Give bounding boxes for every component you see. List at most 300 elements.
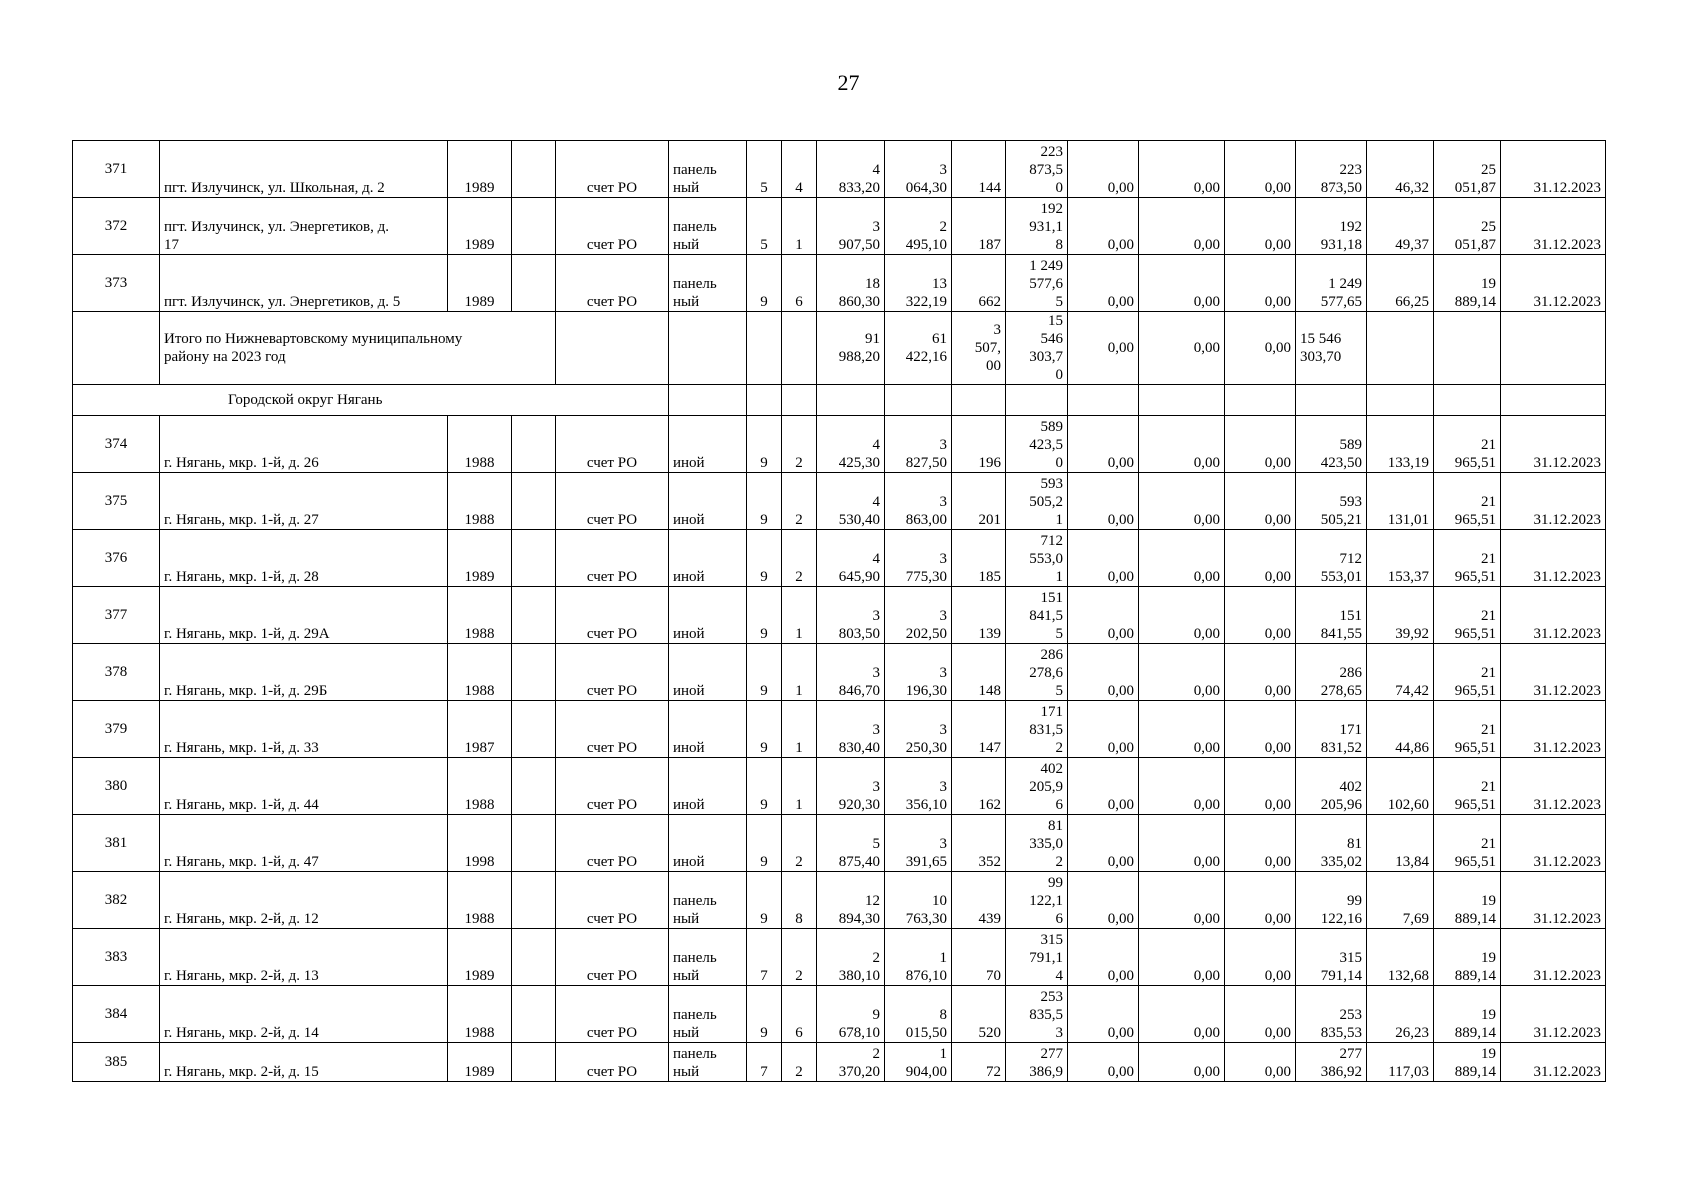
max-cost-cell: 21 965,51 bbox=[1434, 644, 1501, 701]
row-number: 374 bbox=[73, 416, 160, 473]
subtotal-row bbox=[73, 312, 1606, 385]
empty-cell bbox=[512, 644, 556, 701]
fund-2-cell: 0,00 bbox=[1139, 587, 1225, 644]
entrances-cell: 2 bbox=[782, 1043, 817, 1082]
empty-cell bbox=[747, 385, 782, 416]
floors-cell: 9 bbox=[747, 758, 782, 815]
material-cell: иной bbox=[669, 701, 747, 758]
fund-4-cell: 589 423,50 bbox=[1296, 416, 1367, 473]
area-total-cell: 4 425,30 bbox=[817, 416, 885, 473]
unit-cost-cell: 7,69 bbox=[1367, 872, 1434, 929]
empty-cell bbox=[1367, 312, 1434, 385]
year-cell: 1989 bbox=[448, 929, 512, 986]
fund-4-cell: 151 841,55 bbox=[1296, 587, 1367, 644]
floors-cell: 7 bbox=[747, 929, 782, 986]
fund-2-cell: 0,00 bbox=[1139, 758, 1225, 815]
entrances-cell: 1 bbox=[782, 644, 817, 701]
fund-4-cell: 192 931,18 bbox=[1296, 198, 1367, 255]
address-cell: г. Нягань, мкр. 2-й, д. 15 bbox=[160, 1043, 448, 1082]
row-number: 377 bbox=[73, 587, 160, 644]
address-cell: г. Нягань, мкр. 1-й, д. 26 bbox=[160, 416, 448, 473]
floors-cell: 9 bbox=[747, 872, 782, 929]
address-cell: г. Нягань, мкр. 1-й, д. 44 bbox=[160, 758, 448, 815]
year-cell: 1988 bbox=[448, 587, 512, 644]
max-cost-cell: 25 051,87 bbox=[1434, 198, 1501, 255]
empty-cell bbox=[747, 312, 782, 385]
table-row bbox=[73, 141, 1606, 198]
address-cell: г. Нягань, мкр. 1-й, д. 29А bbox=[160, 587, 448, 644]
address-cell: г. Нягань, мкр. 2-й, д. 12 bbox=[160, 872, 448, 929]
area-total-cell: 4 530,40 bbox=[817, 473, 885, 530]
residents-cell: 187 bbox=[952, 198, 1006, 255]
entrances-cell: 2 bbox=[782, 815, 817, 872]
date-cell: 31.12.2023 bbox=[1501, 141, 1606, 198]
material-cell: панель ный bbox=[669, 1043, 747, 1082]
date-cell: 31.12.2023 bbox=[1501, 815, 1606, 872]
floors-cell: 5 bbox=[747, 198, 782, 255]
entrances-cell: 4 bbox=[782, 141, 817, 198]
entrances-cell: 2 bbox=[782, 416, 817, 473]
empty-cell bbox=[1225, 385, 1296, 416]
fund-4-cell: 81 335,02 bbox=[1296, 815, 1367, 872]
date-cell: 31.12.2023 bbox=[1501, 929, 1606, 986]
fund-cell: счет РО bbox=[556, 1043, 669, 1082]
date-cell: 31.12.2023 bbox=[1501, 473, 1606, 530]
max-cost-cell: 21 965,51 bbox=[1434, 416, 1501, 473]
row-number: 385 bbox=[73, 1043, 160, 1082]
max-cost-cell: 21 965,51 bbox=[1434, 701, 1501, 758]
residents-cell: 148 bbox=[952, 644, 1006, 701]
fund-3-cell: 0,00 bbox=[1225, 530, 1296, 587]
year-cell: 1988 bbox=[448, 758, 512, 815]
material-cell: иной bbox=[669, 473, 747, 530]
area-total-cell: 18 860,30 bbox=[817, 255, 885, 312]
material-cell: панель ный bbox=[669, 141, 747, 198]
fund-4-cell: 1 249 577,65 bbox=[1296, 255, 1367, 312]
fund-3-cell: 0,00 bbox=[1225, 872, 1296, 929]
area-living-cell: 8 015,50 bbox=[885, 986, 952, 1043]
max-cost-cell: 21 965,51 bbox=[1434, 815, 1501, 872]
empty-cell bbox=[512, 198, 556, 255]
floors-cell: 9 bbox=[747, 815, 782, 872]
table-row bbox=[73, 758, 1606, 815]
max-cost-cell: 19 889,14 bbox=[1434, 929, 1501, 986]
fund-cell: счет РО bbox=[556, 815, 669, 872]
unit-cost-cell: 39,92 bbox=[1367, 587, 1434, 644]
area-living-cell: 3 356,10 bbox=[885, 758, 952, 815]
year-cell: 1988 bbox=[448, 416, 512, 473]
date-cell: 31.12.2023 bbox=[1501, 701, 1606, 758]
floors-cell: 9 bbox=[747, 255, 782, 312]
fund-3-cell: 0,00 bbox=[1225, 473, 1296, 530]
area-living-cell: 3 775,30 bbox=[885, 530, 952, 587]
table-row bbox=[73, 872, 1606, 929]
residents-cell: 201 bbox=[952, 473, 1006, 530]
residents-cell: 70 bbox=[952, 929, 1006, 986]
material-cell: иной bbox=[669, 758, 747, 815]
fund-2-cell: 0,00 bbox=[1139, 141, 1225, 198]
material-cell: панель ный bbox=[669, 986, 747, 1043]
empty-cell bbox=[817, 385, 885, 416]
residents-cell: 439 bbox=[952, 872, 1006, 929]
empty-cell bbox=[782, 385, 817, 416]
area-living-cell: 3 250,30 bbox=[885, 701, 952, 758]
area-living-cell: 2 495,10 bbox=[885, 198, 952, 255]
max-cost-cell: 19 889,14 bbox=[1434, 1043, 1501, 1082]
cost-cell: 151 841,5 5 bbox=[1006, 587, 1068, 644]
residents-cell: 196 bbox=[952, 416, 1006, 473]
date-cell: 31.12.2023 bbox=[1501, 986, 1606, 1043]
empty-cell bbox=[512, 530, 556, 587]
empty-cell bbox=[512, 872, 556, 929]
residents-cell: 147 bbox=[952, 701, 1006, 758]
fund-2-cell: 0,00 bbox=[1139, 312, 1225, 385]
fund-4-cell: 223 873,50 bbox=[1296, 141, 1367, 198]
unit-cost-cell: 131,01 bbox=[1367, 473, 1434, 530]
entrances-cell: 6 bbox=[782, 986, 817, 1043]
area-total-cell: 3 907,50 bbox=[817, 198, 885, 255]
empty-cell bbox=[512, 929, 556, 986]
year-cell: 1989 bbox=[448, 530, 512, 587]
material-cell: панель ный bbox=[669, 198, 747, 255]
fund-cell: счет РО bbox=[556, 416, 669, 473]
row-number: 373 bbox=[73, 255, 160, 312]
fund-2-cell: 0,00 bbox=[1139, 255, 1225, 312]
fund-4-cell: 171 831,52 bbox=[1296, 701, 1367, 758]
fund-2-cell: 0,00 bbox=[1139, 701, 1225, 758]
address-cell: г. Нягань, мкр. 1-й, д. 29Б bbox=[160, 644, 448, 701]
entrances-cell: 1 bbox=[782, 758, 817, 815]
row-number: 375 bbox=[73, 473, 160, 530]
residents-cell: 352 bbox=[952, 815, 1006, 872]
table-row bbox=[73, 530, 1606, 587]
unit-cost-cell: 132,68 bbox=[1367, 929, 1434, 986]
fund-cell: счет РО bbox=[556, 141, 669, 198]
table-row bbox=[73, 587, 1606, 644]
material-cell: панель ный bbox=[669, 872, 747, 929]
floors-cell: 9 bbox=[747, 986, 782, 1043]
date-cell: 31.12.2023 bbox=[1501, 416, 1606, 473]
area-total-cell: 2 370,20 bbox=[817, 1043, 885, 1082]
fund-3-cell: 0,00 bbox=[1225, 312, 1296, 385]
fund-cell: счет РО bbox=[556, 530, 669, 587]
area-living-cell: 1 904,00 bbox=[885, 1043, 952, 1082]
fund-cell: счет РО bbox=[556, 872, 669, 929]
empty-cell bbox=[512, 255, 556, 312]
cost-cell: 253 835,5 3 bbox=[1006, 986, 1068, 1043]
entrances-cell: 2 bbox=[782, 473, 817, 530]
fund-1-cell: 0,00 bbox=[1068, 758, 1139, 815]
empty-cell bbox=[512, 758, 556, 815]
fund-4-cell: 15 546 303,70 bbox=[1296, 312, 1367, 385]
year-cell: 1989 bbox=[448, 255, 512, 312]
area-total-cell: 9 678,10 bbox=[817, 986, 885, 1043]
empty-cell bbox=[512, 1043, 556, 1082]
fund-2-cell: 0,00 bbox=[1139, 986, 1225, 1043]
empty-cell bbox=[1006, 385, 1068, 416]
fund-3-cell: 0,00 bbox=[1225, 1043, 1296, 1082]
max-cost-cell: 25 051,87 bbox=[1434, 141, 1501, 198]
fund-4-cell: 277 386,92 bbox=[1296, 1043, 1367, 1082]
fund-1-cell: 0,00 bbox=[1068, 1043, 1139, 1082]
fund-3-cell: 0,00 bbox=[1225, 701, 1296, 758]
entrances-cell: 1 bbox=[782, 587, 817, 644]
unit-cost-cell: 44,86 bbox=[1367, 701, 1434, 758]
empty-cell bbox=[952, 385, 1006, 416]
material-cell: иной bbox=[669, 644, 747, 701]
residents-cell: 162 bbox=[952, 758, 1006, 815]
year-cell: 1988 bbox=[448, 986, 512, 1043]
entrances-cell: 6 bbox=[782, 255, 817, 312]
empty-cell bbox=[1367, 385, 1434, 416]
fund-4-cell: 286 278,65 bbox=[1296, 644, 1367, 701]
table-row bbox=[73, 701, 1606, 758]
row-number: 372 bbox=[73, 198, 160, 255]
address-cell: г. Нягань, мкр. 1-й, д. 33 bbox=[160, 701, 448, 758]
fund-2-cell: 0,00 bbox=[1139, 872, 1225, 929]
year-cell: 1988 bbox=[448, 872, 512, 929]
empty-cell bbox=[512, 815, 556, 872]
table-row bbox=[73, 473, 1606, 530]
empty-cell bbox=[512, 587, 556, 644]
material-cell: иной bbox=[669, 530, 747, 587]
row-number: 381 bbox=[73, 815, 160, 872]
unit-cost-cell: 117,03 bbox=[1367, 1043, 1434, 1082]
residents-cell: 3 507, 00 bbox=[952, 312, 1006, 385]
residents-cell: 662 bbox=[952, 255, 1006, 312]
material-cell: иной bbox=[669, 416, 747, 473]
subtotal-label: Итого по Нижневартовскому муниципальному району на 2023 год bbox=[160, 312, 556, 385]
floors-cell: 9 bbox=[747, 530, 782, 587]
fund-cell: счет РО bbox=[556, 644, 669, 701]
address-cell: г. Нягань, мкр. 1-й, д. 47 bbox=[160, 815, 448, 872]
empty-cell bbox=[1501, 312, 1606, 385]
floors-cell: 5 bbox=[747, 141, 782, 198]
fund-2-cell: 0,00 bbox=[1139, 1043, 1225, 1082]
area-total-cell: 2 380,10 bbox=[817, 929, 885, 986]
date-cell: 31.12.2023 bbox=[1501, 587, 1606, 644]
empty-cell bbox=[512, 701, 556, 758]
year-cell: 1987 bbox=[448, 701, 512, 758]
unit-cost-cell: 49,37 bbox=[1367, 198, 1434, 255]
fund-1-cell: 0,00 bbox=[1068, 198, 1139, 255]
date-cell: 31.12.2023 bbox=[1501, 644, 1606, 701]
max-cost-cell: 21 965,51 bbox=[1434, 587, 1501, 644]
area-living-cell: 3 391,65 bbox=[885, 815, 952, 872]
date-cell: 31.12.2023 bbox=[1501, 758, 1606, 815]
year-cell: 1989 bbox=[448, 198, 512, 255]
address-cell: пгт. Излучинск, ул. Энергетиков, д. 5 bbox=[160, 255, 448, 312]
entrances-cell: 2 bbox=[782, 929, 817, 986]
year-cell: 1989 bbox=[448, 1043, 512, 1082]
max-cost-cell: 21 965,51 bbox=[1434, 473, 1501, 530]
fund-4-cell: 712 553,01 bbox=[1296, 530, 1367, 587]
cost-cell: 171 831,5 2 bbox=[1006, 701, 1068, 758]
area-living-cell: 61 422,16 bbox=[885, 312, 952, 385]
fund-4-cell: 253 835,53 bbox=[1296, 986, 1367, 1043]
date-cell: 31.12.2023 bbox=[1501, 255, 1606, 312]
floors-cell: 7 bbox=[747, 1043, 782, 1082]
residents-cell: 185 bbox=[952, 530, 1006, 587]
material-cell: иной bbox=[669, 815, 747, 872]
date-cell: 31.12.2023 bbox=[1501, 872, 1606, 929]
fund-1-cell: 0,00 bbox=[1068, 986, 1139, 1043]
area-total-cell: 3 846,70 bbox=[817, 644, 885, 701]
cost-cell: 286 278,6 5 bbox=[1006, 644, 1068, 701]
cost-cell: 15 546 303,7 0 bbox=[1006, 312, 1068, 385]
cost-cell: 402 205,9 6 bbox=[1006, 758, 1068, 815]
cost-cell: 223 873,5 0 bbox=[1006, 141, 1068, 198]
fund-2-cell: 0,00 bbox=[1139, 198, 1225, 255]
empty-cell bbox=[782, 312, 817, 385]
area-total-cell: 91 988,20 bbox=[817, 312, 885, 385]
fund-cell: счет РО bbox=[556, 929, 669, 986]
fund-1-cell: 0,00 bbox=[1068, 815, 1139, 872]
unit-cost-cell: 46,32 bbox=[1367, 141, 1434, 198]
address-cell: пгт. Излучинск, ул. Школьная, д. 2 bbox=[160, 141, 448, 198]
unit-cost-cell: 153,37 bbox=[1367, 530, 1434, 587]
residents-cell: 139 bbox=[952, 587, 1006, 644]
fund-1-cell: 0,00 bbox=[1068, 255, 1139, 312]
fund-4-cell: 315 791,14 bbox=[1296, 929, 1367, 986]
row-number: 380 bbox=[73, 758, 160, 815]
material-cell: панель ный bbox=[669, 929, 747, 986]
fund-3-cell: 0,00 bbox=[1225, 587, 1296, 644]
empty-cell bbox=[1501, 385, 1606, 416]
area-total-cell: 3 920,30 bbox=[817, 758, 885, 815]
area-living-cell: 3 196,30 bbox=[885, 644, 952, 701]
address-cell: г. Нягань, мкр. 1-й, д. 28 bbox=[160, 530, 448, 587]
unit-cost-cell: 74,42 bbox=[1367, 644, 1434, 701]
fund-2-cell: 0,00 bbox=[1139, 530, 1225, 587]
date-cell: 31.12.2023 bbox=[1501, 1043, 1606, 1082]
empty-cell bbox=[1434, 385, 1501, 416]
cost-cell: 277 386,9 bbox=[1006, 1043, 1068, 1082]
section-label: Городской округ Нягань bbox=[73, 385, 669, 416]
empty-cell bbox=[512, 141, 556, 198]
fund-3-cell: 0,00 bbox=[1225, 986, 1296, 1043]
fund-3-cell: 0,00 bbox=[1225, 198, 1296, 255]
fund-2-cell: 0,00 bbox=[1139, 929, 1225, 986]
address-cell: г. Нягань, мкр. 2-й, д. 14 bbox=[160, 986, 448, 1043]
area-total-cell: 3 803,50 bbox=[817, 587, 885, 644]
fund-cell: счет РО bbox=[556, 587, 669, 644]
entrances-cell: 1 bbox=[782, 701, 817, 758]
empty-cell bbox=[1434, 312, 1501, 385]
table-row bbox=[73, 644, 1606, 701]
fund-1-cell: 0,00 bbox=[1068, 701, 1139, 758]
row-number: 383 bbox=[73, 929, 160, 986]
fund-1-cell: 0,00 bbox=[1068, 312, 1139, 385]
entrances-cell: 2 bbox=[782, 530, 817, 587]
fund-4-cell: 402 205,96 bbox=[1296, 758, 1367, 815]
fund-1-cell: 0,00 bbox=[1068, 929, 1139, 986]
cost-cell: 712 553,0 1 bbox=[1006, 530, 1068, 587]
row-number: 384 bbox=[73, 986, 160, 1043]
fund-cell: счет РО bbox=[556, 473, 669, 530]
table-row bbox=[73, 1043, 1606, 1082]
empty-cell bbox=[885, 385, 952, 416]
fund-4-cell: 99 122,16 bbox=[1296, 872, 1367, 929]
max-cost-cell: 21 965,51 bbox=[1434, 758, 1501, 815]
cost-cell: 1 249 577,6 5 bbox=[1006, 255, 1068, 312]
fund-3-cell: 0,00 bbox=[1225, 758, 1296, 815]
material-cell: панель ный bbox=[669, 255, 747, 312]
cost-cell: 315 791,1 4 bbox=[1006, 929, 1068, 986]
fund-1-cell: 0,00 bbox=[1068, 530, 1139, 587]
area-living-cell: 3 827,50 bbox=[885, 416, 952, 473]
fund-2-cell: 0,00 bbox=[1139, 473, 1225, 530]
fund-3-cell: 0,00 bbox=[1225, 644, 1296, 701]
year-cell: 1988 bbox=[448, 473, 512, 530]
row-number: 371 bbox=[73, 141, 160, 198]
address-cell: пгт. Излучинск, ул. Энергетиков, д. 17 bbox=[160, 198, 448, 255]
fund-cell: счет РО bbox=[556, 701, 669, 758]
area-total-cell: 3 830,40 bbox=[817, 701, 885, 758]
empty-cell bbox=[512, 986, 556, 1043]
cost-cell: 593 505,2 1 bbox=[1006, 473, 1068, 530]
residents-cell: 520 bbox=[952, 986, 1006, 1043]
empty-cell bbox=[1296, 385, 1367, 416]
fund-3-cell: 0,00 bbox=[1225, 815, 1296, 872]
max-cost-cell: 19 889,14 bbox=[1434, 986, 1501, 1043]
floors-cell: 9 bbox=[747, 416, 782, 473]
fund-2-cell: 0,00 bbox=[1139, 815, 1225, 872]
year-cell: 1998 bbox=[448, 815, 512, 872]
fund-cell: счет РО bbox=[556, 198, 669, 255]
cost-cell: 589 423,5 0 bbox=[1006, 416, 1068, 473]
floors-cell: 9 bbox=[747, 473, 782, 530]
fund-3-cell: 0,00 bbox=[1225, 255, 1296, 312]
row-number: 379 bbox=[73, 701, 160, 758]
row-number: 376 bbox=[73, 530, 160, 587]
address-cell: г. Нягань, мкр. 1-й, д. 27 bbox=[160, 473, 448, 530]
year-cell: 1989 bbox=[448, 141, 512, 198]
entrances-cell: 8 bbox=[782, 872, 817, 929]
empty-cell bbox=[669, 385, 747, 416]
date-cell: 31.12.2023 bbox=[1501, 198, 1606, 255]
fund-4-cell: 593 505,21 bbox=[1296, 473, 1367, 530]
empty-cell bbox=[512, 473, 556, 530]
cost-cell: 192 931,1 8 bbox=[1006, 198, 1068, 255]
area-living-cell: 1 876,10 bbox=[885, 929, 952, 986]
fund-3-cell: 0,00 bbox=[1225, 929, 1296, 986]
fund-1-cell: 0,00 bbox=[1068, 141, 1139, 198]
table-row bbox=[73, 986, 1606, 1043]
row-number: 378 bbox=[73, 644, 160, 701]
table-row bbox=[73, 815, 1606, 872]
fund-1-cell: 0,00 bbox=[1068, 416, 1139, 473]
unit-cost-cell: 13,84 bbox=[1367, 815, 1434, 872]
floors-cell: 9 bbox=[747, 587, 782, 644]
area-living-cell: 3 863,00 bbox=[885, 473, 952, 530]
floors-cell: 9 bbox=[747, 701, 782, 758]
area-total-cell: 12 894,30 bbox=[817, 872, 885, 929]
unit-cost-cell: 26,23 bbox=[1367, 986, 1434, 1043]
fund-cell: счет РО bbox=[556, 758, 669, 815]
fund-cell: счет РО bbox=[556, 986, 669, 1043]
empty-cell bbox=[512, 416, 556, 473]
table-row bbox=[73, 198, 1606, 255]
empty-cell bbox=[1139, 385, 1225, 416]
repair-table bbox=[72, 140, 1606, 1082]
fund-3-cell: 0,00 bbox=[1225, 141, 1296, 198]
unit-cost-cell: 133,19 bbox=[1367, 416, 1434, 473]
table-row bbox=[73, 255, 1606, 312]
fund-1-cell: 0,00 bbox=[1068, 587, 1139, 644]
unit-cost-cell: 102,60 bbox=[1367, 758, 1434, 815]
area-total-cell: 4 833,20 bbox=[817, 141, 885, 198]
